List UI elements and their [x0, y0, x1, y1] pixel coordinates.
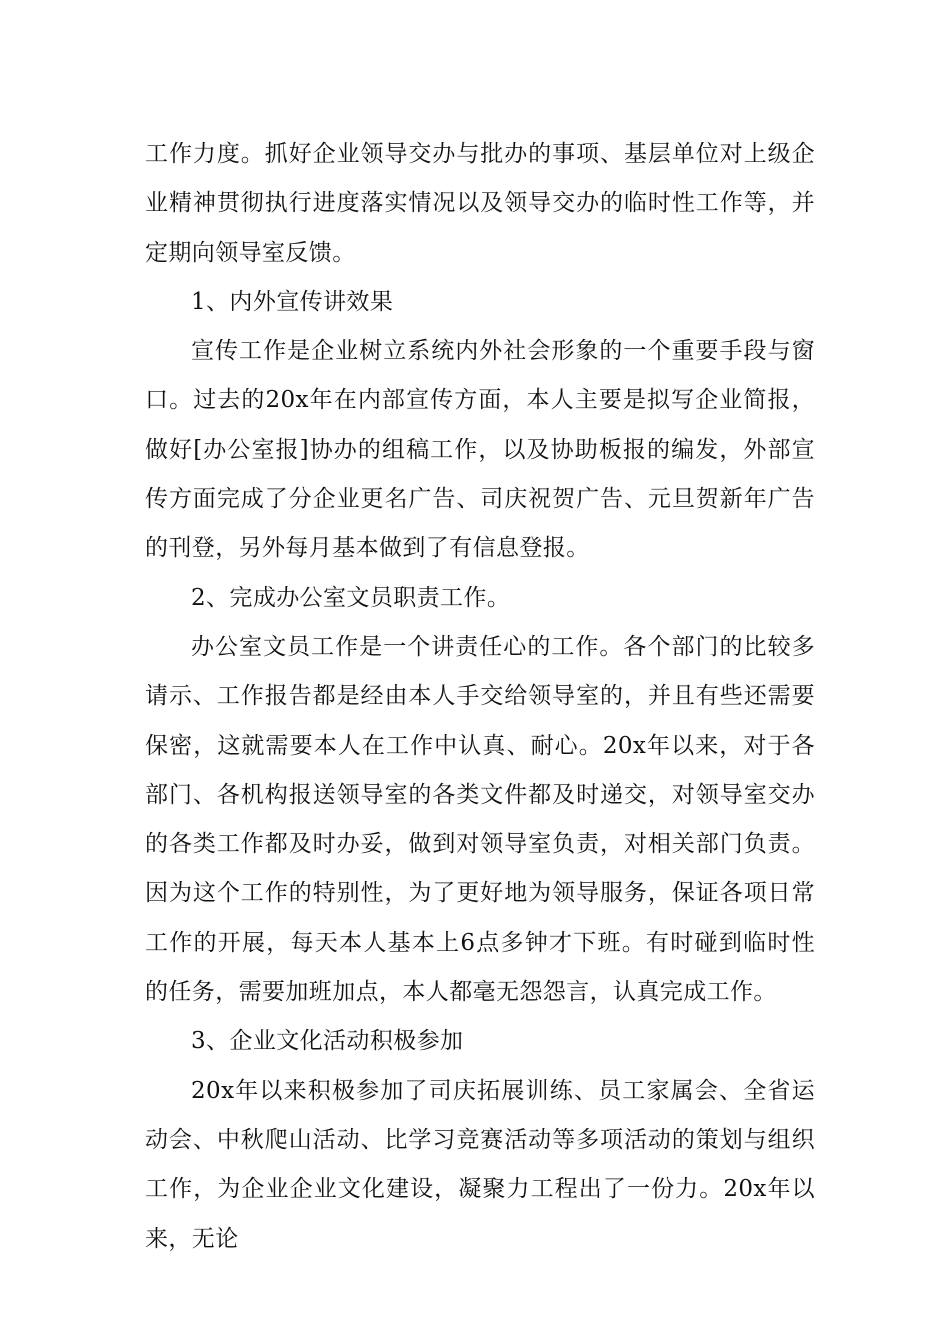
paragraph-continuation: 工作力度。抓好企业领导交办与批办的事项、基层单位对上级企业精神贯彻执行进度落实情况以及领导交办的临时性工作等，并定期向领导室反馈。 — [145, 141, 815, 266]
paragraph-clerk-duties: 办公室文员工作是一个讲责任心的工作。各个部门的比较多请示、工作报告都是经由本人手交给领导室的，并且有些还需要保密，这就需要本人在工作中认真、耐心。20x年以来，对于各部门、各机构报送领导室的各类文件都及时递交，对领导室交办的各类工作都及时办妥，做到对领导室负责，对相关部门负责。因为这个工作的特别性，为了更好地为领导服务，保证各项日常工作的开展，每天本人基本上6点多钟才下班。有时碰到临时性的任务，需要加班加点，本人都毫无怨怨言，认真完成工作。 — [145, 633, 815, 1006]
section-heading-3: 3、企业文化活动积极参加 — [191, 1028, 464, 1055]
section-heading-2: 2、完成办公室文员职责工作。 — [191, 584, 511, 611]
paragraph-culture-activities: 20x年以来积极参加了司庆拓展训练、员工家属会、全省运动会、中秋爬山活动、比学习竞赛活动等多项活动的策划与组织工作，为企业企业文化建设，凝聚力工程出了一份力。20x年以来，无论 — [145, 1077, 815, 1252]
section-heading-1: 1、内外宣传讲效果 — [191, 288, 394, 315]
document-body — [145, 130, 815, 1264]
paragraph-publicity: 宣传工作是企业树立系统内外社会形象的一个重要手段与窗口。过去的20x年在内部宣传方面，本人主要是拟写企业简报，做好[办公室报]协办的组稿工作，以及协助板报的编发，外部宣传方面完成了分企业更名广告、司庆祝贺广告、元旦贺新年广告的刊登，另外每月基本做到了有信息登报。 — [145, 338, 815, 562]
